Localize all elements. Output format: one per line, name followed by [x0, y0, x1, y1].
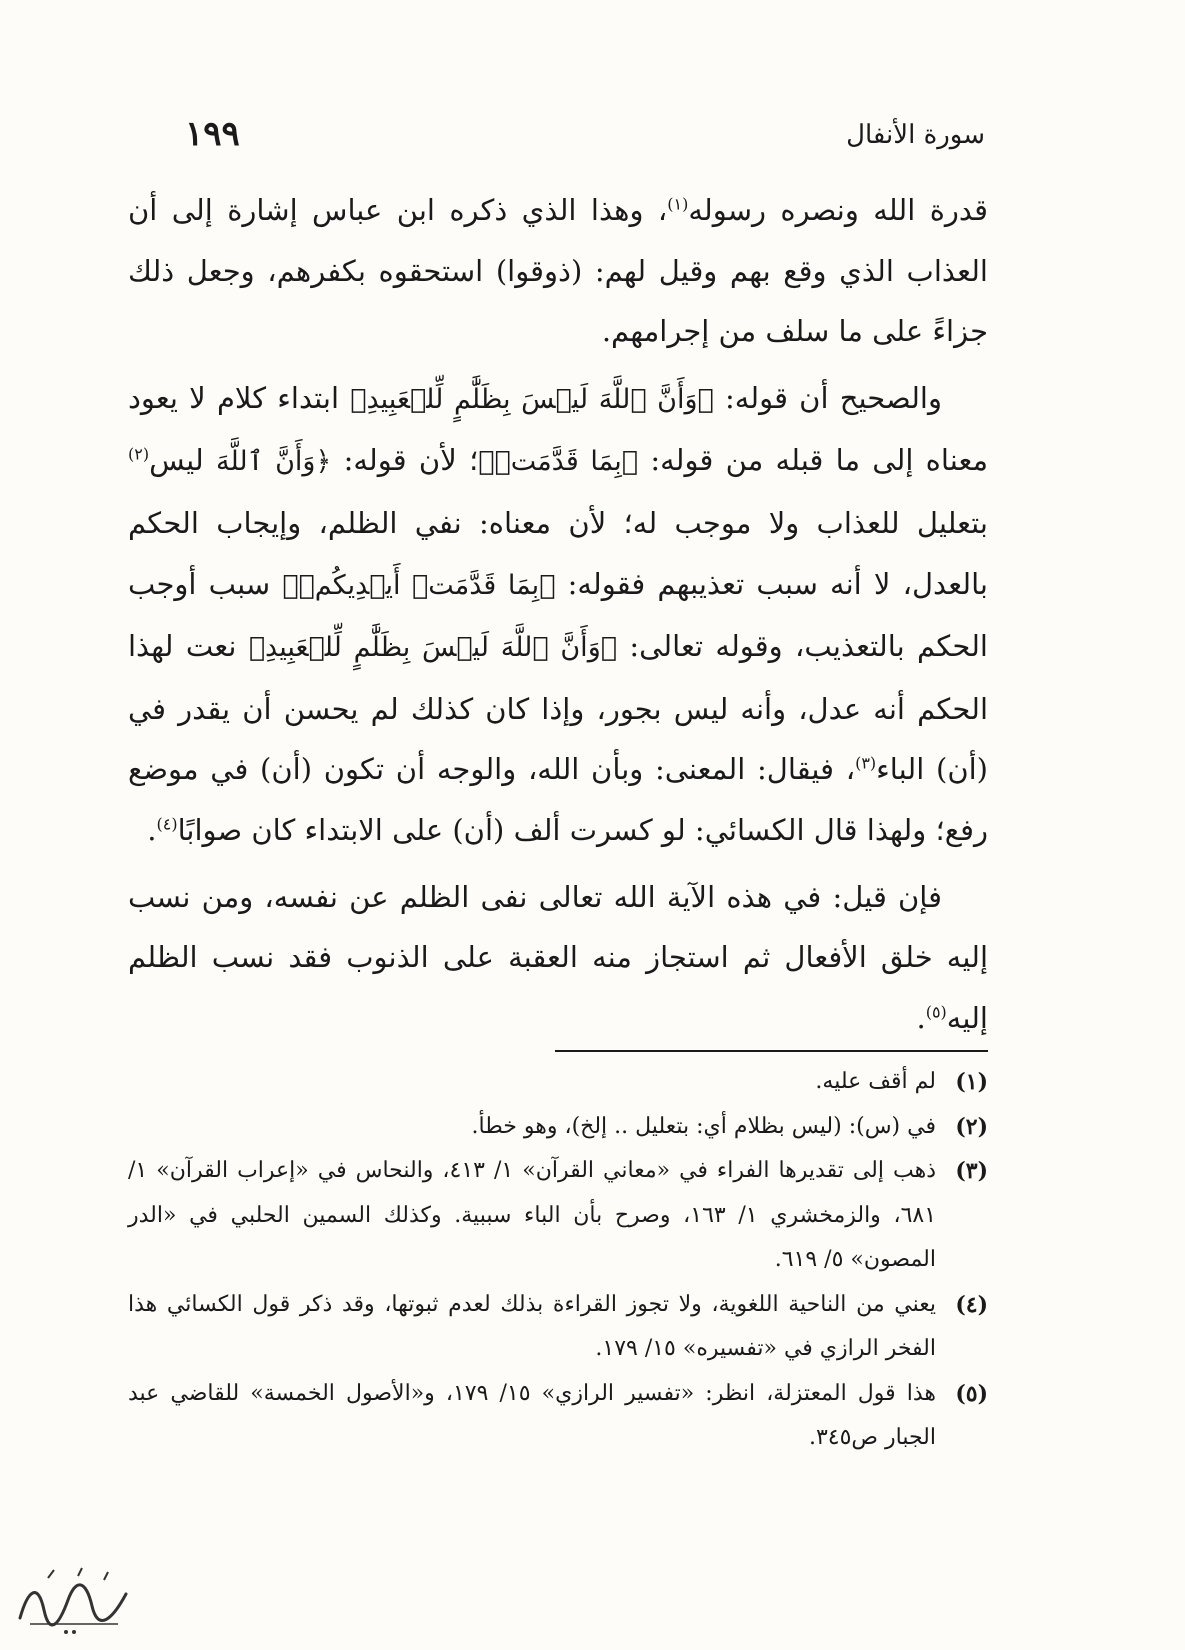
- paragraph-text: بتعليل للعذاب ولا موجب له؛ لأن معناه: نفي الظلم، وإيجاب الحكم بالعدل، لا أنه سبب تعذيبهم فقوله:: [128, 505, 988, 601]
- page-header: [185, 114, 985, 164]
- paragraph-text: .: [147, 812, 157, 847]
- paragraph-2: [128, 368, 988, 861]
- footnote-text: ذهب إلى تقديرها الفراء في «معاني القرآن» ١/ ٤١٣، والنحاس في «إعراب القرآن» ١/ ٦٨١، والزمخشري ١/ ١٦٣، وصرح بأن الباء سببية. وكذلك السمين الحلبي في «الدر المصون» ٥/ ٦١٩.: [128, 1158, 937, 1272]
- paragraph-text: قدرة الله ونصره رسوله: [688, 193, 988, 227]
- footnote-item: [128, 1149, 988, 1283]
- footnote-item: [128, 1372, 988, 1461]
- footnote-item: [128, 1060, 988, 1105]
- paragraph-3: [128, 867, 988, 1049]
- footnote-number: (١): [955, 1069, 988, 1095]
- quran-verse: ﴿وَأَنَّ ٱللَّهَ لَيۡسَ بِظَلَّٰمٍ لِّلۡعَبِيدِ﴾: [248, 632, 617, 664]
- paragraph-text: ليس: [149, 443, 216, 478]
- paragraph-1: [128, 180, 988, 362]
- footnote-number: (٥): [955, 1380, 988, 1407]
- footnote-ref: (٣): [855, 753, 877, 773]
- paragraph-text: ؛ لأن قوله:: [331, 443, 479, 478]
- main-text: [128, 180, 988, 1048]
- paragraph-text: والصحيح أن قوله:: [713, 380, 942, 415]
- footnote-separator: [555, 1050, 988, 1052]
- page-number: ١٩٩: [185, 114, 240, 154]
- footnote-text: يعني من الناحية اللغوية، ولا تجوز القراءة بذلك لعدم ثبوتها، وقد ذكر قول الكسائي هذا الفخر الرازي في «تفسيره» ١٥/ ١٧٩.: [128, 1291, 936, 1361]
- paragraph-text: سبب أوجب الحكم بالتعذيب، وقوله تعالى:: [128, 566, 988, 664]
- footnotes: [128, 1060, 988, 1461]
- quran-verse: ﴿بِمَا قَدَّمَتۡ﴾: [478, 446, 638, 478]
- watermark-stamp-logo: [8, 1560, 138, 1640]
- surah-title: سورة الأنفال: [846, 120, 985, 150]
- paragraph-text: فإن قيل: في هذه الآية الله تعالى نفى الظلم عن نفسه، ومن نسب إليه خلق الأفعال ثم استجاز منه العقبة على الذنوب فقد نسب الظلم إليه: [128, 879, 988, 1035]
- paragraph-text: ، فيقال: المعنى: وبأن الله، والوجه أن تكون (أن) في موضع رفع؛ ولهذا قال الكسائي: لو كسرت ألف (أن) على الابتداء كان صوابًا: [128, 752, 988, 847]
- footnote-ref: (١): [667, 194, 689, 214]
- footnote-text: في (س): (ليس بظلام أي: بتعليل .. إلخ)، وهو خطأ.: [471, 1113, 936, 1139]
- footnote-number: (٢): [955, 1113, 988, 1140]
- footnote-item: [128, 1105, 988, 1150]
- footnote-ref: (٢): [128, 444, 150, 464]
- footnote-number: (٣): [955, 1158, 988, 1184]
- paragraph-text: ، وهذا الذي ذكره ابن عباس إشارة إلى أن العذاب الذي وقع بهم وقيل لهم: (ذوقوا) استحقوه بكفرهم، وجعل ذلك جزاءً على ما سلف من إجرامهم.: [128, 193, 988, 349]
- paragraph-text: نعت لهذا الحكم أنه عدل، وأنه ليس بجور، وإذا كان كذلك لم يحسن أن يقدر في (أن) الباء: [128, 629, 988, 787]
- quran-verse: ﴿وَأَنَّ ٱللَّهَ لَيۡسَ بِظَلَّٰمٍ لِّلۡعَبِيدِ﴾: [350, 383, 714, 415]
- quran-verse: ﴿وَأَنَّ ٱللَّهَ: [215, 446, 332, 478]
- footnote-item: [128, 1283, 988, 1372]
- footnote-ref: (٤): [156, 814, 178, 834]
- paragraph-text: ابتداء كلام لا يعود معناه إلى ما قبله من قوله:: [128, 380, 988, 478]
- footnote-ref: (٥): [925, 1002, 947, 1022]
- footnote-text: لم أقف عليه.: [815, 1069, 936, 1094]
- footnote-text: هذا قول المعتزلة، انظر: «تفسير الرازي» ١٥/ ١٧٩، و«الأصول الخمسة» للقاضي عبد الجبار ص٣٤٥.: [128, 1380, 937, 1450]
- quran-verse: ﴿بِمَا قَدَّمَتۡ أَيۡدِيكُمۡ﴾: [282, 569, 556, 601]
- footnote-number: (٤): [955, 1291, 988, 1318]
- calligraphy-stamp-icon: [8, 1560, 138, 1640]
- paragraph-text: .: [916, 1000, 926, 1035]
